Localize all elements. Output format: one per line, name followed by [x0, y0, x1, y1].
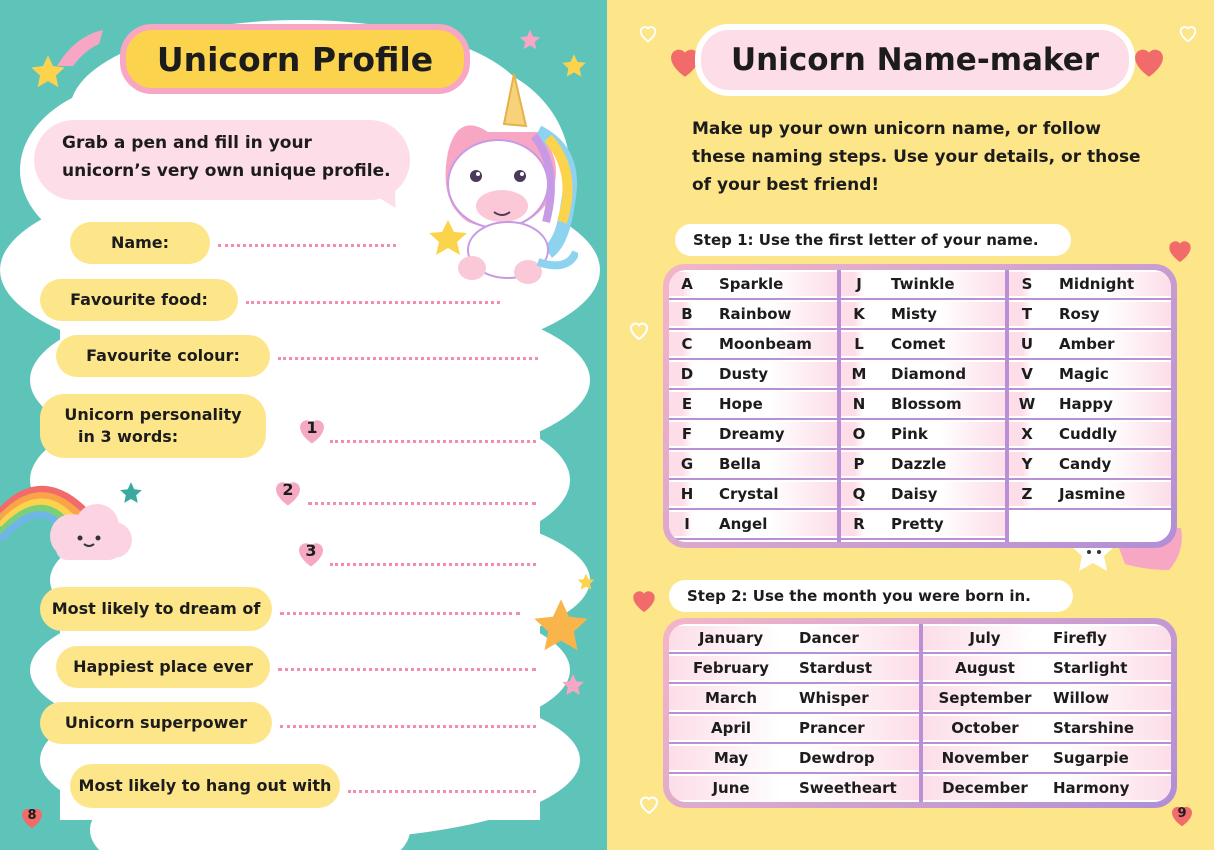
table-row	[1009, 450, 1171, 480]
unicorn-name-cell: Cuddly	[1059, 425, 1118, 443]
heart-number-2	[270, 474, 306, 510]
unicorn-name-cell: Dancer	[799, 629, 859, 647]
table-row	[669, 360, 837, 390]
heart-icon	[637, 792, 661, 816]
personality-label-line2: in 3 words:	[78, 427, 179, 446]
word2-write-line[interactable]	[308, 502, 536, 505]
table-row	[669, 390, 837, 420]
page-number-label: 9	[1177, 806, 1187, 821]
table-row	[669, 774, 919, 802]
letter-cell: A	[681, 275, 693, 293]
letter-cell: J	[856, 275, 862, 293]
letter-cell: K	[853, 305, 865, 323]
table-row	[841, 330, 1005, 360]
colour-write-line[interactable]	[278, 357, 538, 360]
month-cell: January	[698, 629, 764, 647]
star-icon	[528, 594, 594, 658]
unicorn-name-cell: Whisper	[799, 689, 869, 707]
unicorn-name-cell: Candy	[1059, 455, 1112, 473]
table-row	[1009, 480, 1171, 510]
letter-cell: H	[680, 485, 694, 503]
personality-label-line1: Unicorn personality	[64, 405, 242, 424]
table-row	[923, 654, 1171, 684]
month-column-2	[923, 624, 1171, 802]
unicorn-name-cell: Firefly	[1053, 629, 1107, 647]
letter-cell: I	[684, 515, 690, 533]
unicorn-name-cell: Diamond	[891, 365, 967, 383]
month-cell: November	[941, 749, 1029, 767]
unicorn-name-cell: Rainbow	[719, 305, 792, 323]
letter-cell: T	[1021, 305, 1033, 323]
unicorn-name-cell: Angel	[719, 515, 768, 533]
table-row	[669, 654, 919, 684]
unicorn-name-cell: Moonbeam	[719, 335, 812, 353]
table-row	[1009, 420, 1171, 450]
field-label-name: Name:	[70, 222, 210, 264]
unicorn-name-cell: Magic	[1059, 365, 1109, 383]
table-row	[923, 624, 1171, 654]
unicorn-name-cell: Sparkle	[719, 275, 784, 293]
field-label-hang-out: Most likely to hang out with	[70, 764, 340, 808]
right-page	[607, 0, 1214, 850]
table-row	[841, 510, 1005, 540]
unicorn-name-cell: Pretty	[891, 515, 944, 533]
unicorn-name-cell: Harmony	[1053, 779, 1130, 797]
table-row	[669, 744, 919, 774]
unicorn-name-cell: Dazzle	[891, 455, 947, 473]
letter-cell: W	[1018, 395, 1036, 413]
letter-cell: Y	[1021, 455, 1033, 473]
month-cell: February	[693, 659, 769, 677]
table-row	[841, 420, 1005, 450]
letter-cell: C	[681, 335, 693, 353]
heart-icon	[627, 584, 661, 616]
intro-text-line1: Make up your own unicorn name, or follow	[692, 119, 1101, 139]
month-name-table	[663, 618, 1177, 808]
month-cell: April	[710, 719, 752, 737]
letter-cell: L	[854, 335, 864, 353]
letter-cell: M	[851, 365, 867, 383]
month-cell: December	[942, 779, 1028, 797]
table-row	[669, 330, 837, 360]
letter-cell: S	[1021, 275, 1033, 293]
letter-cell: U	[1020, 335, 1034, 353]
star-icon	[518, 28, 542, 52]
letter-cell: F	[681, 425, 693, 443]
intro-text-line2: unicorn’s very own unique profile.	[62, 161, 391, 181]
unicorn-name-cell: Prancer	[799, 719, 865, 737]
month-cell: July	[969, 629, 1001, 647]
table-row	[669, 420, 837, 450]
unicorn-name-cell: Stardust	[799, 659, 873, 677]
step1-label: Step 1: Use the first letter of your name.	[675, 224, 1071, 256]
unicorn-name-cell: Bella	[719, 455, 762, 473]
table-row	[841, 360, 1005, 390]
heart-icon	[1177, 22, 1199, 44]
column-divider	[919, 624, 923, 802]
table-row	[669, 714, 919, 744]
unicorn-name-cell: Sweetheart	[799, 779, 897, 797]
unicorn-name-cell: Starlight	[1053, 659, 1128, 677]
shooting-star-icon	[55, 26, 105, 72]
heart-number-1	[294, 412, 330, 448]
unicorn-name-cell: Happy	[1059, 395, 1113, 413]
field-label-superpower: Unicorn superpower	[40, 702, 272, 744]
heart-number-label: 2	[282, 480, 294, 499]
table-row	[1009, 270, 1171, 300]
letter-cell: O	[852, 425, 866, 443]
month-cell: June	[712, 779, 750, 797]
table-row	[669, 450, 837, 480]
letter-column-1	[669, 270, 837, 540]
unicorn-name-cell: Twinkle	[891, 275, 955, 293]
table-row	[669, 510, 837, 540]
letter-cell: D	[680, 365, 694, 383]
page-title: Unicorn Name-maker	[695, 24, 1135, 96]
intro-text	[692, 115, 1192, 199]
letter-column-2	[841, 270, 1005, 540]
table-row	[669, 624, 919, 654]
star-icon	[560, 672, 586, 698]
star-icon	[118, 480, 144, 506]
unicorn-name-cell: Blossom	[891, 395, 962, 413]
unicorn-name-cell: Starshine	[1053, 719, 1135, 737]
table-row	[923, 774, 1171, 802]
unicorn-name-cell: Dreamy	[719, 425, 785, 443]
month-cell: March	[704, 689, 758, 707]
intro-text-line1: Grab a pen and fill in your	[62, 133, 312, 153]
unicorn-name-cell: Jasmine	[1059, 485, 1126, 503]
heart-number-label: 3	[305, 541, 317, 560]
heart-number-3	[293, 535, 329, 571]
month-cell: August	[955, 659, 1015, 677]
letter-cell: G	[680, 455, 694, 473]
unicorn-name-cell: Rosy	[1059, 305, 1100, 323]
month-cell: May	[713, 749, 749, 767]
unicorn-name-cell: Crystal	[719, 485, 779, 503]
letter-cell: Q	[852, 485, 866, 503]
unicorn-name-cell: Misty	[891, 305, 937, 323]
heart-icon	[637, 22, 659, 44]
heart-number-label: 1	[306, 418, 318, 437]
letter-table-inner	[669, 270, 1171, 542]
month-cell: October	[951, 719, 1019, 737]
month-cell: September	[938, 689, 1032, 707]
letter-cell: B	[681, 305, 693, 323]
word1-write-line[interactable]	[330, 440, 536, 443]
table-row	[1009, 390, 1171, 420]
table-row	[923, 744, 1171, 774]
unicorn-name-cell: Hope	[719, 395, 763, 413]
table-row	[1009, 360, 1171, 390]
table-row	[669, 684, 919, 714]
month-column-1	[669, 624, 919, 802]
unicorn-name-cell: Dusty	[719, 365, 769, 383]
heart-icon	[1163, 234, 1197, 266]
intro-text-line2: these naming steps. Use your details, or those	[692, 147, 1141, 167]
hang-out-write-line[interactable]	[348, 790, 536, 793]
letter-cell: R	[853, 515, 865, 533]
superpower-write-line[interactable]	[280, 725, 536, 728]
table-row	[669, 270, 837, 300]
letter-cell: P	[853, 455, 865, 473]
table-row	[841, 450, 1005, 480]
table-row	[841, 390, 1005, 420]
unicorn-name-cell: Sugarpie	[1053, 749, 1129, 767]
unicorn-name-cell: Dewdrop	[799, 749, 875, 767]
star-icon	[576, 572, 596, 592]
intro-text-line3: of your best friend!	[692, 175, 880, 195]
field-label-food: Favourite food:	[40, 279, 238, 321]
happy-place-write-line[interactable]	[278, 668, 536, 671]
unicorn-name-cell: Comet	[891, 335, 946, 353]
field-label-happy-place: Happiest place ever	[56, 646, 270, 688]
step2-label: Step 2: Use the month you were born in.	[669, 580, 1073, 612]
table-row	[841, 480, 1005, 510]
unicorn-illustration	[428, 72, 578, 288]
unicorn-name-cell: Midnight	[1059, 275, 1135, 293]
page-title: Unicorn Profile	[120, 24, 470, 94]
letter-cell: V	[1021, 365, 1033, 383]
unicorn-name-cell: Daisy	[891, 485, 938, 503]
name-write-line[interactable]	[218, 244, 396, 247]
letter-cell: Z	[1021, 485, 1033, 503]
page-number-left	[16, 802, 48, 832]
page-number-label: 8	[27, 808, 37, 823]
unicorn-name-cell: Pink	[891, 425, 928, 443]
cloud-icon	[42, 500, 134, 564]
word3-write-line[interactable]	[330, 563, 536, 566]
intro-bubble	[34, 120, 410, 200]
field-label-colour: Favourite colour:	[56, 335, 270, 377]
table-row	[669, 480, 837, 510]
letter-name-table	[663, 264, 1177, 548]
food-write-line[interactable]	[246, 301, 500, 304]
unicorn-name-cell: Willow	[1053, 689, 1110, 707]
column-divider	[837, 270, 841, 542]
table-row	[1009, 330, 1171, 360]
column-divider	[1005, 270, 1009, 542]
table-row	[923, 684, 1171, 714]
letter-cell: N	[852, 395, 866, 413]
table-row	[841, 300, 1005, 330]
letter-cell: E	[681, 395, 693, 413]
page-number-right	[1166, 800, 1198, 830]
table-row	[669, 300, 837, 330]
letter-column-3	[1009, 270, 1171, 510]
dream-write-line[interactable]	[280, 612, 520, 615]
month-table-inner	[669, 624, 1171, 802]
field-label-personality	[40, 394, 266, 458]
table-row	[923, 714, 1171, 744]
table-row	[841, 270, 1005, 300]
letter-cell: X	[1021, 425, 1033, 443]
field-label-dream: Most likely to dream of	[40, 587, 272, 631]
unicorn-name-cell: Amber	[1059, 335, 1115, 353]
heart-icon	[627, 318, 651, 342]
table-row	[1009, 300, 1171, 330]
